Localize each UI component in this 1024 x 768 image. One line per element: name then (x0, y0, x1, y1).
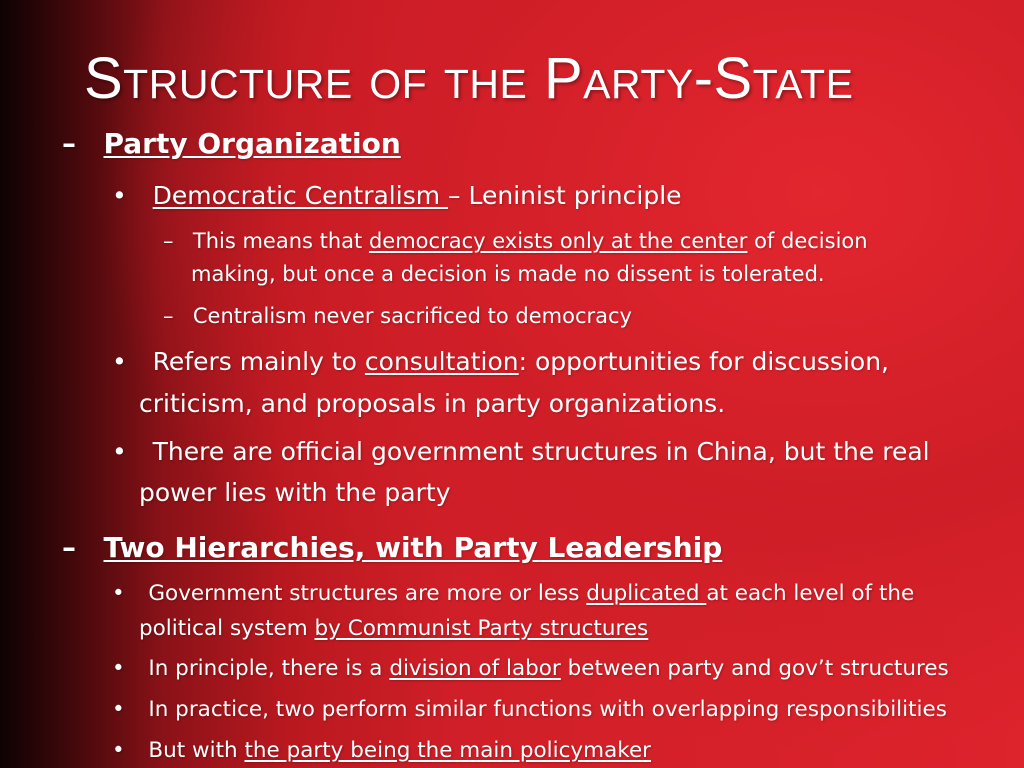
dash-marker: – (62, 127, 76, 160)
bullet-text: In practice, two perform similar functions with overlapping responsibilities (148, 697, 947, 722)
bullet-underlined-text: by Communist Party structures (314, 616, 649, 641)
bullet-text: There are official government structures in China, but the real (152, 437, 930, 466)
bullet-text: – Leninist principle (448, 181, 682, 210)
bullet-marker: • (112, 697, 125, 722)
bullet-continuation: criticism, and proposals in party organizations. (139, 389, 726, 418)
bullet-main-policymaker (112, 736, 651, 766)
bullet-marker: • (112, 437, 127, 466)
subitem-text-end: of decision (747, 229, 868, 253)
bullet-text: In principle, there is a (148, 656, 390, 681)
bullet-underlined-text: division of labor (389, 656, 561, 681)
bullet-marker: • (112, 738, 125, 763)
bullet-underlined-text: duplicated (586, 581, 707, 606)
section-heading-two-hierarchies (62, 530, 722, 566)
bullet-duplicated (112, 579, 914, 609)
dash-marker: – (163, 304, 174, 328)
section-heading-party-organization (62, 126, 401, 162)
bullet-underlined-text: consultation (364, 347, 519, 376)
heading-text: Party Organization (103, 127, 401, 160)
bullet-text: Refers mainly to (152, 347, 365, 376)
subitem-centralism (163, 301, 632, 331)
bullet-marker: • (112, 181, 127, 210)
subitem-democracy-center (163, 226, 868, 256)
subitem-text: Centralism never sacrificed to democracy (192, 304, 632, 328)
dash-marker: – (163, 229, 174, 253)
bullet-marker: • (112, 581, 125, 606)
slide-title: Structure of the Party-State (84, 46, 854, 111)
bullet-text: political system (139, 616, 315, 641)
dash-marker: – (62, 531, 76, 564)
bullet-continuation (139, 614, 648, 644)
bullet-consultation (112, 345, 889, 379)
bullet-text: But with (148, 738, 245, 763)
heading-text: Two Hierarchies, with Party Leadership (103, 531, 723, 564)
bullet-democratic-centralism (112, 179, 682, 213)
bullet-underlined-text: the party being the main policymaker (244, 738, 652, 763)
bullet-continuation: power lies with the party (139, 478, 451, 507)
bullet-text-end: between party and gov’t structures (560, 656, 949, 681)
bullet-underlined-text: Democratic Centralism (152, 181, 449, 210)
bullet-division-of-labor (112, 654, 949, 684)
subitem-continuation: making, but once a decision is made no dissent is tolerated. (191, 262, 825, 286)
bullet-in-practice (112, 695, 947, 725)
bullet-text-end: at each level of the (706, 581, 915, 606)
bullet-text-end: : opportunities for discussion, (518, 347, 889, 376)
bullet-marker: • (112, 347, 127, 376)
bullet-marker: • (112, 656, 125, 681)
subitem-underlined-text: democracy exists only at the center (368, 229, 748, 253)
bullet-official-structures (112, 435, 930, 469)
subitem-text: This means that (192, 229, 369, 253)
bullet-text: Government structures are more or less (148, 581, 587, 606)
